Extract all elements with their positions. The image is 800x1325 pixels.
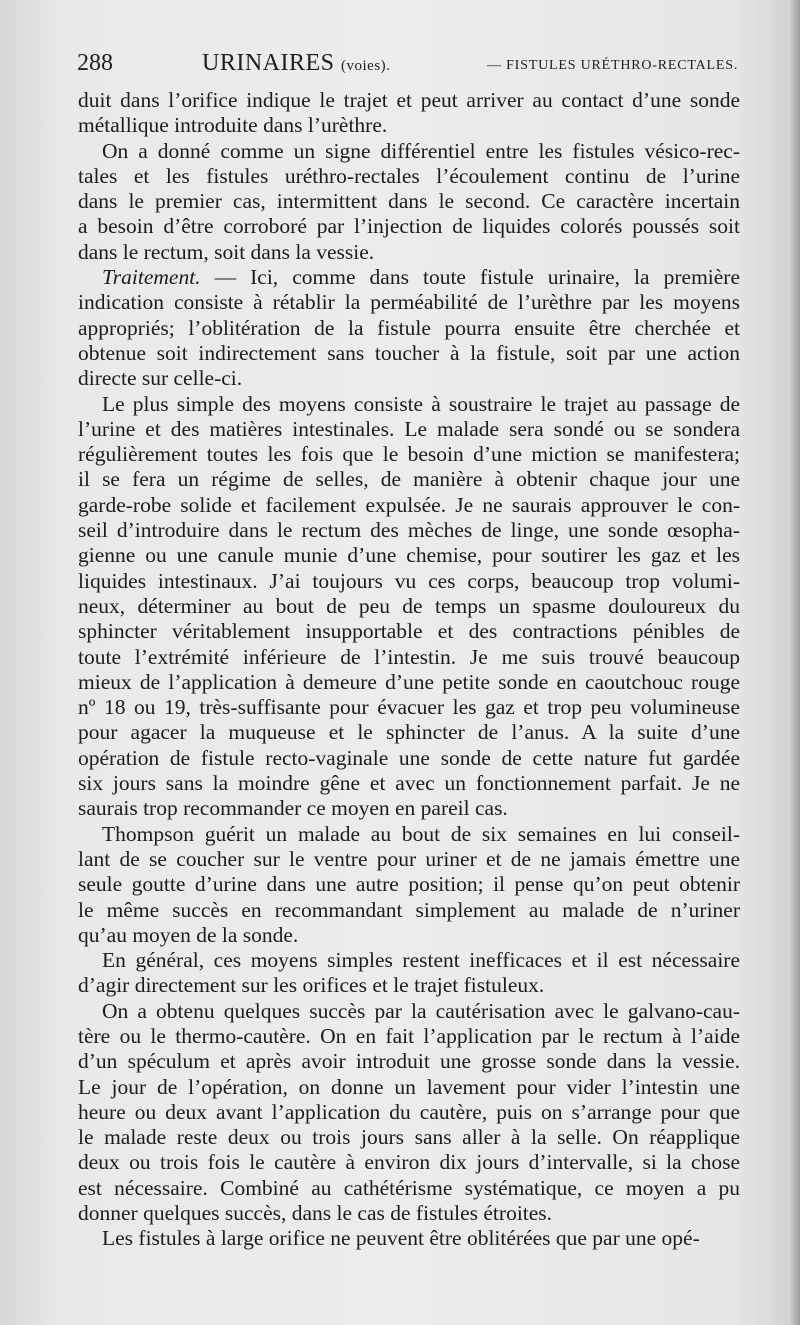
line-text: est nécessaire. Combiné au cathétérisme systématique, ce moyen a pu <box>78 1175 740 1200</box>
text-line <box>78 543 740 568</box>
line-text: neux, déterminer au bout de peu de temps un spasme douloureux du <box>78 593 740 618</box>
line-text: heure ou deux avant l’application du cautère, puis on s’arrange pour que <box>78 1099 740 1124</box>
line-text: liquides intestinaux. J’ai toujours vu ces corps, beaucoup trop volumi- <box>78 568 740 593</box>
line-text: a besoin d’être corroboré par l’injection de liquides colorés poussés soit <box>78 214 740 239</box>
line-text: obtenue soit indirectement sans toucher à la fistule, soit par une action <box>78 340 740 365</box>
line-text: seule goutte d’urine dans une autre position; il pense qu’on peut obtenir <box>78 872 740 897</box>
line-text: le même succès en recommandant simplement au malade de n’uriner <box>78 897 740 922</box>
text-line <box>78 796 740 821</box>
text-line <box>78 1201 740 1226</box>
running-subtitle: — FISTULES URÉTHRO-RECTALES. <box>487 58 739 73</box>
line-text: tales et les fistules uréthro-rectales l’écoulement continu de l’urine <box>78 163 740 188</box>
text-line <box>78 973 740 998</box>
text-line <box>78 1150 740 1175</box>
paragraph <box>78 88 740 139</box>
text-line <box>78 139 740 164</box>
text-line <box>78 290 740 315</box>
line-text: l’urine et des matières intestinales. Le malade sera sondé ou se sondera <box>78 416 740 441</box>
text-line <box>78 898 740 923</box>
text-line <box>78 1125 740 1150</box>
text-line <box>78 670 740 695</box>
text-line <box>78 493 740 518</box>
line-text: régulièrement toutes les fois que le besoin d’une miction se manifestera; <box>78 442 740 467</box>
text-line <box>78 265 740 290</box>
line-text: il se fera un régime de selles, de manière à obtenir chaque jour une <box>78 467 740 492</box>
line-text: d’agir directement sur les orifices et le trajet fistuleux. <box>78 973 545 998</box>
line-text: seil d’introduire dans le rectum des mèches de linge, une sonde œsopha- <box>78 518 740 543</box>
line-text: six jours sans la moindre gêne et avec un fonctionnement parfait. Je ne <box>78 771 740 796</box>
text-line <box>78 164 740 189</box>
text-line <box>78 923 740 948</box>
line-text: sphincter véritablement insupportable et des contractions pénibles de <box>78 619 740 644</box>
text-line <box>78 1024 740 1049</box>
text-line <box>78 442 740 467</box>
line-text: appropriés; l’oblitération de la fistule pourra ensuite être cherchée et <box>78 315 740 340</box>
text-line <box>78 1049 740 1074</box>
text-line <box>78 822 740 847</box>
text-line <box>78 847 740 872</box>
running-header <box>77 50 740 80</box>
running-title-main: URINAIRES <box>202 50 335 76</box>
line-text: qu’au moyen de la sonde. <box>78 922 299 947</box>
paragraph <box>78 822 740 948</box>
body-text <box>78 88 740 1252</box>
text-line <box>78 1226 740 1251</box>
text-line <box>78 417 740 442</box>
text-line <box>78 214 740 239</box>
page-edge-shadow <box>790 0 800 1325</box>
text-line <box>78 645 740 670</box>
line-text: directe sur celle-ci. <box>78 366 243 391</box>
line-text: dans le premier cas, intermittent dans le second. Ce caractère incertain <box>78 189 740 214</box>
text-line <box>78 771 740 796</box>
line-text: gienne ou une canule munie d’une chemise, pour soutirer les gaz et les <box>78 543 740 568</box>
text-line <box>78 1100 740 1125</box>
text-line <box>78 518 740 543</box>
line-text: opération de fistule recto-vaginale une sonde de cette nature fut gardée <box>78 745 740 770</box>
line-text: nº 18 ou 19, très-suffisante pour évacuer les gaz et trop peu volumineuse <box>78 695 740 720</box>
text-line <box>78 316 740 341</box>
text-line <box>78 872 740 897</box>
line-text: toute l’extrémité inférieure de l’intestin. Je me suis trouvé beaucoup <box>78 644 740 669</box>
line-text: duit dans l’orifice indique le trajet et peut arriver au contact d’une sonde <box>78 88 740 112</box>
text-line <box>78 189 740 214</box>
text-line <box>78 569 740 594</box>
section-heading-inline: Traitement. <box>102 265 201 290</box>
text-line <box>78 113 740 138</box>
line-text: pour agacer la muqueuse et le sphincter de l’anus. A la suite d’une <box>78 720 740 745</box>
line-text: Le jour de l’opération, on donne un lavement pour vider l’intestin une <box>78 1074 740 1099</box>
text-line <box>78 619 740 644</box>
paragraph <box>78 999 740 1227</box>
line-text: donner quelques succès, dans le cas de fistules étroites. <box>78 1201 553 1226</box>
text-line <box>78 240 740 265</box>
line-text: Le plus simple des moyens consiste à soustraire le trajet au passage de <box>102 391 740 416</box>
text-line <box>78 341 740 366</box>
line-text: — Ici, comme dans toute fistule urinaire, la première <box>214 265 741 290</box>
line-text: garde-robe solide et facilement expulsée. Je ne saurais approuver le con- <box>78 492 740 517</box>
line-text: mieux de l’application à demeure d’une petite sonde en caoutchouc rouge <box>78 669 740 694</box>
text-line <box>78 746 740 771</box>
paragraph <box>78 265 740 391</box>
line-text: métallique introduite dans l’urèthre. <box>78 113 388 138</box>
line-text: Thompson guérit un malade au bout de six semaines en lui conseil- <box>102 821 740 846</box>
line-text: d’un spéculum et après avoir introduit une grosse sonde dans la vessie. <box>78 1049 740 1074</box>
line-text: le malade reste deux ou trois jours sans aller à la selle. On réapplique <box>78 1125 740 1150</box>
line-text: indication consiste à rétablir la perméabilité de l’urèthre par les moyens <box>78 290 740 315</box>
paragraph <box>78 1226 740 1251</box>
line-text: deux ou trois fois le cautère à environ dix jours d’intervalle, si la chose <box>78 1150 740 1175</box>
text-line <box>78 467 740 492</box>
page-number: 288 <box>77 50 113 76</box>
line-text: Les fistules à large orifice ne peuvent être oblitérées que par une opé- <box>102 1226 700 1251</box>
text-line <box>78 948 740 973</box>
line-text: On a donné comme un signe différentiel entre les fistules vésico-rec- <box>102 138 740 163</box>
text-line <box>78 366 740 391</box>
running-title-paren: (voies). <box>341 58 391 74</box>
running-title <box>202 50 390 77</box>
text-line <box>78 88 740 113</box>
paragraph <box>78 948 740 999</box>
text-line <box>78 1075 740 1100</box>
text-line <box>78 720 740 745</box>
text-line <box>78 1176 740 1201</box>
text-line <box>78 594 740 619</box>
line-text: tère ou le thermo-cautère. On en fait l’application par le rectum à l’aide <box>78 1023 740 1048</box>
text-line <box>78 695 740 720</box>
text-line <box>78 999 740 1024</box>
paragraph <box>78 139 740 265</box>
line-text: lant de se coucher sur le ventre pour uriner et de ne jamais émettre une <box>78 846 740 871</box>
line-text: saurais trop recommander ce moyen en pareil cas. <box>78 796 508 821</box>
line-text: On a obtenu quelques succès par la cautérisation avec le galvano-cau- <box>102 998 740 1023</box>
line-text: dans le rectum, soit dans la vessie. <box>78 239 375 264</box>
line-text: En général, ces moyens simples restent inefficaces et il est nécessaire <box>102 948 740 973</box>
paragraph <box>78 392 740 822</box>
text-line <box>78 392 740 417</box>
